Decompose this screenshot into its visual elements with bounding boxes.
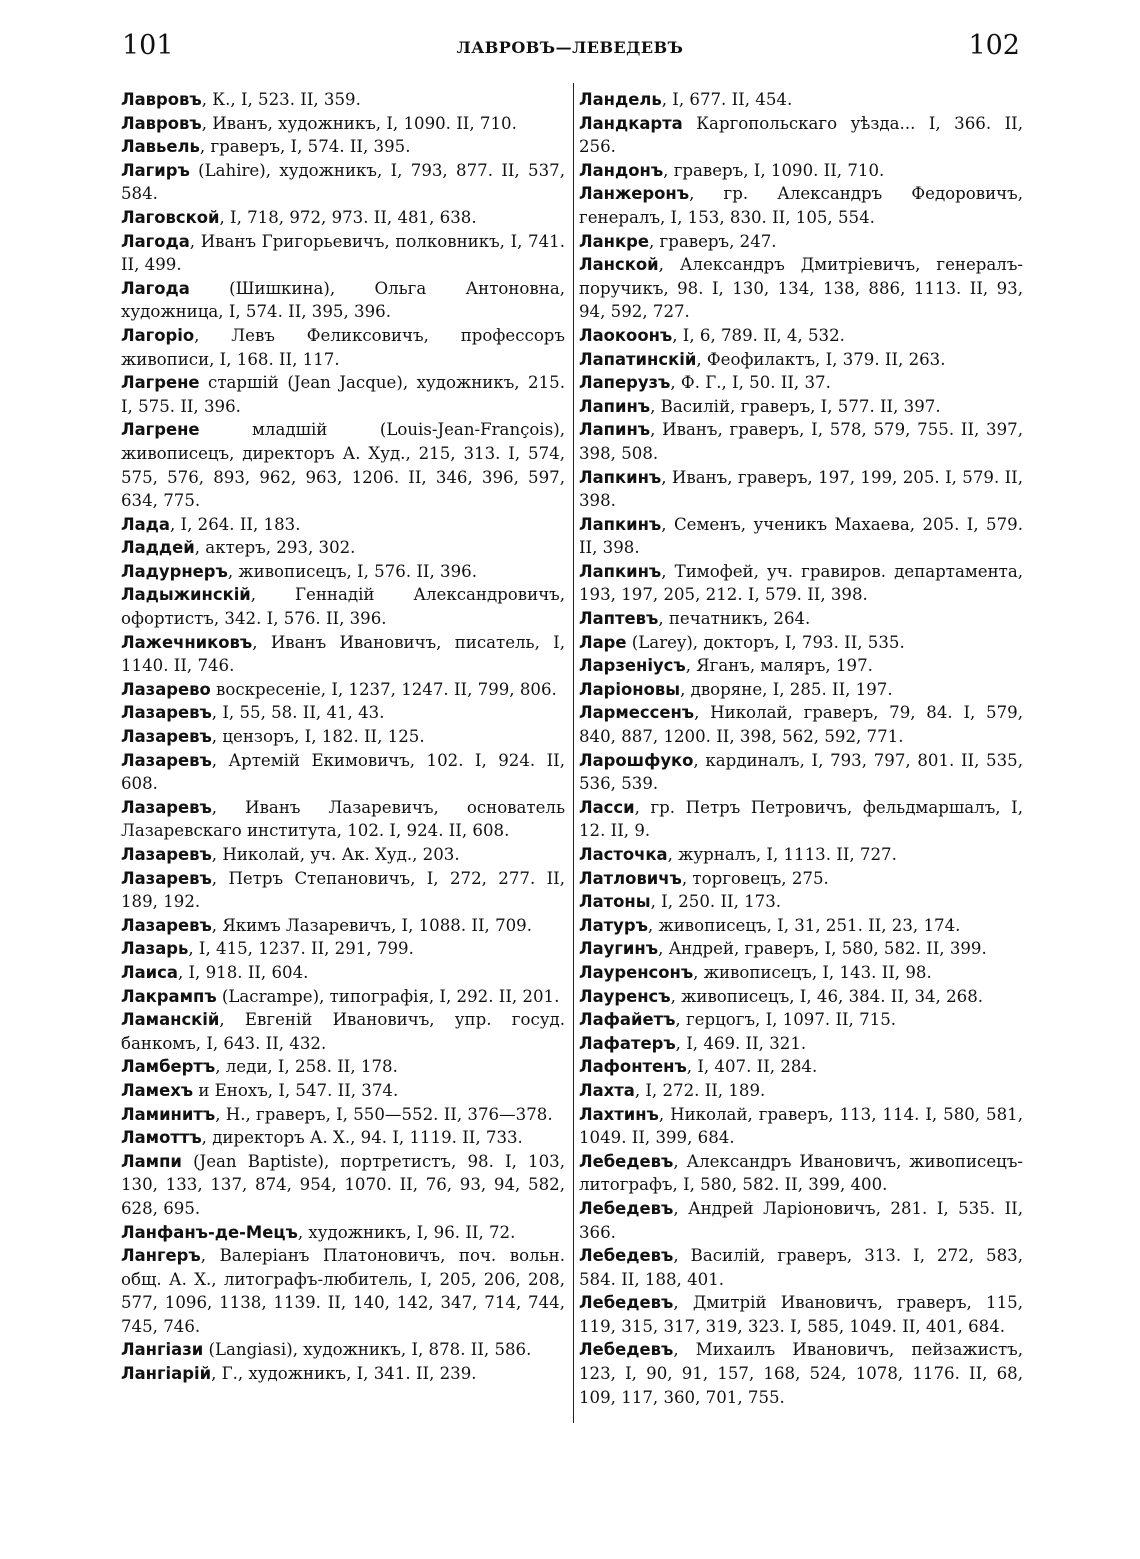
index-entry bbox=[121, 206, 565, 230]
entry-headword: Лазаревъ bbox=[121, 797, 212, 817]
index-entry bbox=[579, 112, 1023, 159]
entry-headword: Ладдей bbox=[121, 538, 195, 558]
index-entry bbox=[579, 513, 1023, 560]
entry-headword: Лапкинъ bbox=[579, 467, 662, 487]
entry-references: младшій (Louis-Jean-François), живописецъ, директоръ А. Худ., 215, 313. I, 574, 575, 576, 893, 962, 963, 1206. II, 346, 396, 597, 634, 775. bbox=[121, 420, 565, 511]
entry-references: , Левъ Феликсовичъ, профессоръ живописи, I, 168. II, 117. bbox=[121, 325, 565, 369]
entry-headword: Ландонъ bbox=[579, 160, 664, 180]
index-entry bbox=[121, 1008, 565, 1055]
index-entry bbox=[579, 418, 1023, 465]
entry-headword: Лаперузъ bbox=[579, 373, 671, 393]
entry-references: , I, 55, 58. II, 41, 43. bbox=[211, 703, 385, 723]
entry-references: , дворяне, I, 285. II, 197. bbox=[680, 679, 893, 699]
entry-references: (Langiasi), художникъ, I, 878. II, 586. bbox=[203, 1340, 532, 1360]
entry-references: (Jean Baptiste), портретистъ, 98. I, 103, 130, 133, 137, 874, 954, 1070. II, 76, 93, 94, 582, 628, 695. bbox=[121, 1151, 565, 1218]
index-entry bbox=[121, 843, 565, 867]
entry-references: , граверъ, 247. bbox=[648, 231, 777, 251]
entry-references: Каргопольскаго уѣзда... I, 366. II, 256. bbox=[579, 113, 1023, 157]
entry-references: , I, 407. II, 284. bbox=[686, 1057, 818, 1077]
entry-references: , Василій, граверъ, 313. I, 272, 583, 584. II, 188, 401. bbox=[579, 1246, 1023, 1289]
entry-headword: Ларошфуко bbox=[579, 750, 694, 770]
entry-headword: Лаокоонъ bbox=[579, 325, 673, 345]
index-entry bbox=[121, 867, 565, 914]
entry-references: , Александръ Ивановичъ, живописецъ-литографъ, I, 580, 582. II, 399, 400. bbox=[579, 1151, 1023, 1195]
entry-headword: Лада bbox=[121, 514, 170, 534]
entry-headword: Латуръ bbox=[579, 915, 648, 935]
entry-references: (Lacrampe), типографія, I, 292. II, 201. bbox=[216, 986, 560, 1006]
index-entry bbox=[579, 867, 1023, 891]
entry-references: воскресеніе, I, 1237, 1247. II, 799, 806. bbox=[210, 679, 557, 699]
entry-headword: Лампи bbox=[121, 1151, 182, 1171]
entry-headword: Лебедевъ bbox=[579, 1151, 674, 1171]
entry-references: , Валеріанъ Платоновичъ, поч. вольн. общ. А. Х., литографъ-любитель, I, 205, 206, 208, 577, 1096, 1138, 1139. II, 140, 142, 347, 714, 744, 745, 746. bbox=[121, 1246, 565, 1336]
entry-references: , Артемій Екимовичъ, 102. I, 924. II, 608. bbox=[121, 750, 565, 794]
index-entry bbox=[579, 701, 1023, 748]
entry-headword: Лахтинъ bbox=[579, 1104, 659, 1124]
index-entry bbox=[121, 324, 565, 371]
entry-headword: Лармессенъ bbox=[579, 703, 695, 723]
index-entry bbox=[579, 1055, 1023, 1079]
index-entry bbox=[121, 1362, 565, 1386]
entry-references: , живописецъ, I, 576. II, 396. bbox=[227, 561, 477, 581]
index-entry bbox=[579, 88, 1023, 112]
index-entry bbox=[579, 914, 1023, 938]
entry-references: , Александръ Дмитріевичъ, генералъ-поручикъ, 98. I, 130, 134, 138, 886, 1113. II, 93, 94, 592, 727. bbox=[579, 255, 1023, 322]
index-entry bbox=[579, 182, 1023, 229]
index-entry bbox=[121, 277, 565, 324]
entry-headword: Лангіарій bbox=[121, 1364, 212, 1384]
entry-headword: Ламанскій bbox=[121, 1010, 220, 1030]
index-entry bbox=[579, 1338, 1023, 1409]
entry-references: , леди, I, 258. II, 178. bbox=[215, 1057, 398, 1077]
index-entry bbox=[121, 1079, 565, 1103]
index-entry bbox=[579, 253, 1023, 324]
entry-references: , живописецъ, I, 31, 251. II, 23, 174. bbox=[647, 915, 961, 935]
entry-references: , I, 415, 1237. II, 291, 799. bbox=[188, 939, 414, 959]
entry-headword: Лазарево bbox=[121, 679, 211, 699]
index-entry bbox=[121, 135, 565, 159]
index-entry bbox=[579, 654, 1023, 678]
entry-references: , Иванъ Григорьевичъ, полковникъ, I, 741. II, 499. bbox=[121, 231, 565, 275]
index-entry bbox=[121, 536, 565, 560]
entry-headword: Ласси bbox=[579, 797, 635, 817]
entry-headword: Лажечниковъ bbox=[121, 632, 253, 652]
entry-references: , граверъ, I, 574. II, 395. bbox=[199, 137, 411, 157]
entry-headword: Ламехъ bbox=[121, 1080, 194, 1100]
entry-headword: Лауренсонъ bbox=[579, 962, 694, 982]
entry-references: (Шишкина), Ольга Антоновна, художница, I, 574. II, 395, 396. bbox=[121, 278, 565, 322]
index-entry bbox=[121, 560, 565, 584]
entry-headword: Лебедевъ bbox=[579, 1293, 674, 1313]
entry-references: , директоръ А. Х., 94. I, 1119. II, 733. bbox=[201, 1128, 523, 1148]
index-entry bbox=[579, 843, 1023, 867]
index-entry bbox=[121, 631, 565, 678]
index-entry bbox=[579, 961, 1023, 985]
entry-references: , Николай, граверъ, 79, 84. I, 579, 840, 887, 1200. II, 398, 562, 592, 771. bbox=[579, 703, 1023, 747]
entry-headword: Лазаревъ bbox=[121, 750, 212, 770]
entry-headword: Лагрене bbox=[121, 420, 200, 440]
entry-references: , К., I, 523. II, 359. bbox=[201, 90, 361, 109]
entry-headword: Лапинъ bbox=[579, 396, 651, 416]
entry-references: , I, 264. II, 183. bbox=[169, 514, 301, 534]
entry-headword: Лапинъ bbox=[579, 420, 651, 440]
entry-references: , живописецъ, I, 143. II, 98. bbox=[693, 962, 932, 982]
entry-headword: Лавровъ bbox=[121, 90, 202, 109]
entry-headword: Лаптевъ bbox=[579, 609, 659, 629]
entry-headword: Лазаревъ bbox=[121, 703, 212, 723]
index-entry bbox=[579, 890, 1023, 914]
entry-headword: Лазаревъ bbox=[121, 727, 212, 747]
entry-headword: Лапатинскій bbox=[579, 349, 697, 369]
index-entry bbox=[579, 348, 1023, 372]
index-entry bbox=[579, 1008, 1023, 1032]
index-entry bbox=[121, 513, 565, 537]
entry-references: , Михаилъ Ивановичъ, пейзажистъ, 123, I, 90, 91, 157, 168, 524, 1078, 1176. II, 68, 109, 117, 360, 701, 755. bbox=[579, 1340, 1023, 1407]
entry-headword: Лапкинъ bbox=[579, 514, 662, 534]
entry-references: , живописецъ, I, 46, 384. II, 34, 268. bbox=[670, 986, 984, 1006]
index-entry bbox=[121, 961, 565, 985]
entry-references: , I, 718, 972, 973. II, 481, 638. bbox=[219, 207, 477, 227]
entry-references: старшій (Jean Jacque), художникъ, 215. I, 575. II, 396. bbox=[121, 373, 565, 416]
index-entry bbox=[579, 1244, 1023, 1291]
entry-references: , герцогъ, I, 1097. II, 715. bbox=[675, 1010, 897, 1030]
entry-references: (Lahire), художникъ, I, 793, 877. II, 537, 584. bbox=[121, 160, 565, 204]
entry-headword: Лавьель bbox=[121, 137, 200, 157]
entry-references: , Евгеній Ивановичъ, упр. госуд. банкомъ, I, 643. II, 432. bbox=[121, 1010, 565, 1053]
index-entry bbox=[579, 560, 1023, 607]
entry-headword: Лебедевъ bbox=[579, 1340, 674, 1360]
entry-references: , актеръ, 293, 302. bbox=[194, 538, 356, 558]
entry-headword: Ладурнеръ bbox=[121, 561, 228, 581]
entry-references: , журналъ, I, 1113. II, 727. bbox=[667, 845, 897, 864]
entry-headword: Лазаревъ bbox=[121, 868, 212, 888]
entry-headword: Лауренсъ bbox=[579, 986, 671, 1006]
entry-references: , Иванъ, художникъ, I, 1090. II, 710. bbox=[201, 113, 517, 133]
index-entry bbox=[121, 112, 565, 136]
entry-headword: Лафайетъ bbox=[579, 1010, 676, 1030]
entry-references: , Иванъ, граверъ, I, 578, 579, 755. II, 397, 398, 508. bbox=[579, 420, 1023, 463]
index-entry bbox=[121, 230, 565, 277]
index-entry bbox=[121, 1221, 565, 1245]
running-header-title: ЛАВРОВЪ—ЛЕВЕДЕВЪ bbox=[456, 38, 684, 57]
entry-headword: Лаугинъ bbox=[579, 939, 659, 959]
entry-references: , гр. Петръ Петровичъ, фельдмаршалъ, I, 12. II, 9. bbox=[579, 797, 1023, 841]
entry-headword: Ласточка bbox=[579, 845, 668, 864]
entry-references: , Дмитрій Ивановичъ, граверъ, 115, 119, 315, 317, 319, 323. I, 585, 1049. II, 401, 684. bbox=[579, 1293, 1023, 1336]
index-entry bbox=[579, 1032, 1023, 1056]
entry-references: , Ф. Г., I, 50. II, 37. bbox=[670, 373, 831, 393]
entry-headword: Ларіоновы bbox=[579, 679, 681, 699]
entry-headword: Ланжеронъ bbox=[579, 184, 690, 204]
index-entry bbox=[121, 725, 565, 749]
entry-headword: Лафонтенъ bbox=[579, 1057, 687, 1077]
index-entry bbox=[579, 796, 1023, 843]
index-entry bbox=[121, 678, 565, 702]
index-entry bbox=[579, 607, 1023, 631]
entry-references: , Г., художникъ, I, 341. II, 239. bbox=[211, 1364, 477, 1384]
entry-references: , Тимофей, уч. гравиров. департамента, 193, 197, 205, 212. I, 579. II, 398. bbox=[579, 561, 1023, 605]
entry-headword: Ламбертъ bbox=[121, 1057, 216, 1077]
index-entry bbox=[579, 749, 1023, 796]
index-entry bbox=[121, 914, 565, 938]
entry-references: , кардиналъ, I, 793, 797, 801. II, 535, 536, 539. bbox=[579, 750, 1023, 794]
entry-headword: Ланкре bbox=[579, 231, 649, 251]
entry-headword: Лахта bbox=[579, 1080, 635, 1100]
index-entry bbox=[121, 749, 565, 796]
entry-headword: Лагода bbox=[121, 231, 190, 251]
index-entry bbox=[121, 1055, 565, 1079]
entry-references: (Larey), докторъ, I, 793. II, 535. bbox=[626, 632, 905, 652]
entry-references: , гр. Александръ Федоровичъ, генералъ, I, 153, 830. II, 105, 554. bbox=[579, 184, 1023, 227]
entry-references: , I, 250. II, 173. bbox=[650, 892, 782, 912]
index-entry bbox=[579, 1197, 1023, 1244]
entry-references: , Семенъ, ученикъ Махаева, 205. I, 579. II, 398. bbox=[579, 514, 1023, 558]
entry-headword: Латоны bbox=[579, 892, 651, 912]
entry-headword: Ларзеніусъ bbox=[579, 656, 686, 676]
entry-references: , граверъ, I, 1090. II, 710. bbox=[663, 160, 885, 180]
index-entry bbox=[121, 583, 565, 630]
entry-references: , Василій, граверъ, I, 577. II, 397. bbox=[650, 396, 941, 416]
entry-references: , Иванъ Лазаревичъ, основатель Лазаревскаго института, 102. I, 924. II, 608. bbox=[121, 797, 565, 841]
entry-headword: Лавровъ bbox=[121, 113, 202, 133]
index-entry bbox=[579, 371, 1023, 395]
column-divider bbox=[573, 83, 574, 1423]
entry-references: , Андрей, граверъ, I, 580, 582. II, 399. bbox=[658, 939, 987, 959]
index-entry bbox=[121, 1103, 565, 1127]
entry-headword: Лакрампъ bbox=[121, 986, 217, 1006]
index-entry bbox=[121, 88, 565, 112]
entry-references: , Якимъ Лазаревичъ, I, 1088. II, 709. bbox=[211, 915, 533, 935]
entry-headword: Лангіази bbox=[121, 1340, 204, 1360]
entry-references: , I, 677. II, 454. bbox=[661, 90, 793, 109]
index-entry bbox=[579, 1103, 1023, 1150]
entry-references: , художникъ, I, 96. II, 72. bbox=[297, 1222, 516, 1242]
index-entry bbox=[121, 371, 565, 418]
entry-headword: Лагрене bbox=[121, 373, 200, 393]
entry-headword: Лапкинъ bbox=[579, 561, 662, 581]
index-entry bbox=[579, 1150, 1023, 1197]
left-page-number: 101 bbox=[122, 30, 174, 61]
entry-references: , Геннадій Александровичъ, офортистъ, 342. I, 576. II, 396. bbox=[121, 585, 565, 629]
entry-references: , Н., граверъ, I, 550—552. II, 376—378. bbox=[215, 1104, 553, 1124]
left-column bbox=[121, 88, 565, 1386]
index-entry bbox=[579, 1079, 1023, 1103]
entry-headword: Лаиса bbox=[121, 962, 178, 982]
index-entry bbox=[121, 1150, 565, 1221]
index-entry bbox=[579, 230, 1023, 254]
entry-headword: Лазаревъ bbox=[121, 915, 212, 935]
index-entry bbox=[121, 985, 565, 1009]
index-entry bbox=[121, 937, 565, 961]
entry-headword: Лебедевъ bbox=[579, 1246, 674, 1266]
index-entry bbox=[121, 159, 565, 206]
entry-headword: Ларе bbox=[579, 632, 627, 652]
entry-headword: Латловичъ bbox=[579, 868, 682, 888]
index-entry bbox=[579, 985, 1023, 1009]
index-entry bbox=[121, 796, 565, 843]
entry-headword: Лаговской bbox=[121, 207, 220, 227]
entry-references: , I, 469. II, 321. bbox=[675, 1033, 807, 1053]
index-entry bbox=[121, 1126, 565, 1150]
index-entry bbox=[579, 937, 1023, 961]
entry-headword: Лазарь bbox=[121, 939, 189, 959]
entry-references: , печатникъ, 264. bbox=[658, 609, 811, 629]
entry-headword: Лагиръ bbox=[121, 160, 190, 180]
index-entry bbox=[121, 1338, 565, 1362]
entry-headword: Лафатеръ bbox=[579, 1033, 676, 1053]
entry-references: , торговецъ, 275. bbox=[681, 868, 829, 888]
entry-headword: Ланской bbox=[579, 255, 659, 275]
index-entry bbox=[579, 395, 1023, 419]
entry-references: , I, 272. II, 189. bbox=[634, 1080, 766, 1100]
entry-references: , Яганъ, маляръ, 197. bbox=[685, 656, 873, 676]
entry-references: , цензоръ, I, 182. II, 125. bbox=[211, 727, 425, 747]
entry-references: , Феофилактъ, I, 379. II, 263. bbox=[696, 349, 946, 369]
index-entry bbox=[579, 631, 1023, 655]
entry-references: и Енохъ, I, 547. II, 374. bbox=[193, 1080, 399, 1100]
entry-headword: Лагода bbox=[121, 278, 190, 298]
right-page-number: 102 bbox=[968, 30, 1020, 61]
entry-headword: Ламоттъ bbox=[121, 1128, 202, 1148]
entry-headword: Ландель bbox=[579, 90, 662, 109]
index-entry bbox=[579, 324, 1023, 348]
entry-headword: Ладыжинскій bbox=[121, 585, 251, 605]
index-entry bbox=[579, 678, 1023, 702]
index-entry bbox=[579, 159, 1023, 183]
entry-references: , I, 6, 789. II, 4, 532. bbox=[672, 325, 845, 345]
entry-references: , Иванъ, граверъ, 197, 199, 205. I, 579. II, 398. bbox=[579, 467, 1023, 511]
entry-headword: Лебедевъ bbox=[579, 1198, 674, 1218]
entry-headword: Лангеръ bbox=[121, 1246, 201, 1266]
index-entry bbox=[579, 466, 1023, 513]
entry-references: , Иванъ Ивановичъ, писатель, I, 1140. II, 746. bbox=[121, 632, 565, 676]
entry-headword: Лагоріо bbox=[121, 325, 195, 345]
entry-references: , Николай, граверъ, 113, 114. I, 580, 581, 1049. II, 399, 684. bbox=[579, 1104, 1023, 1148]
index-entry bbox=[121, 701, 565, 725]
entry-headword: Лазаревъ bbox=[121, 845, 212, 864]
entry-headword: Ландкарта bbox=[579, 113, 683, 133]
entry-headword: Ланфанъ-де-Мецъ bbox=[121, 1222, 298, 1242]
entry-references: , Петръ Степановичъ, I, 272, 277. II, 189, 192. bbox=[121, 868, 565, 912]
index-entry bbox=[579, 1291, 1023, 1338]
index-entry bbox=[121, 418, 565, 512]
index-entry bbox=[121, 1244, 565, 1338]
entry-headword: Ламинитъ bbox=[121, 1104, 216, 1124]
right-column bbox=[579, 88, 1023, 1409]
entry-references: , Николай, уч. Ак. Худ., 203. bbox=[211, 845, 460, 864]
entry-references: , Андрей Ларіоновичъ, 281. I, 535. II, 366. bbox=[579, 1198, 1023, 1242]
entry-references: , I, 918. II, 604. bbox=[177, 962, 309, 982]
